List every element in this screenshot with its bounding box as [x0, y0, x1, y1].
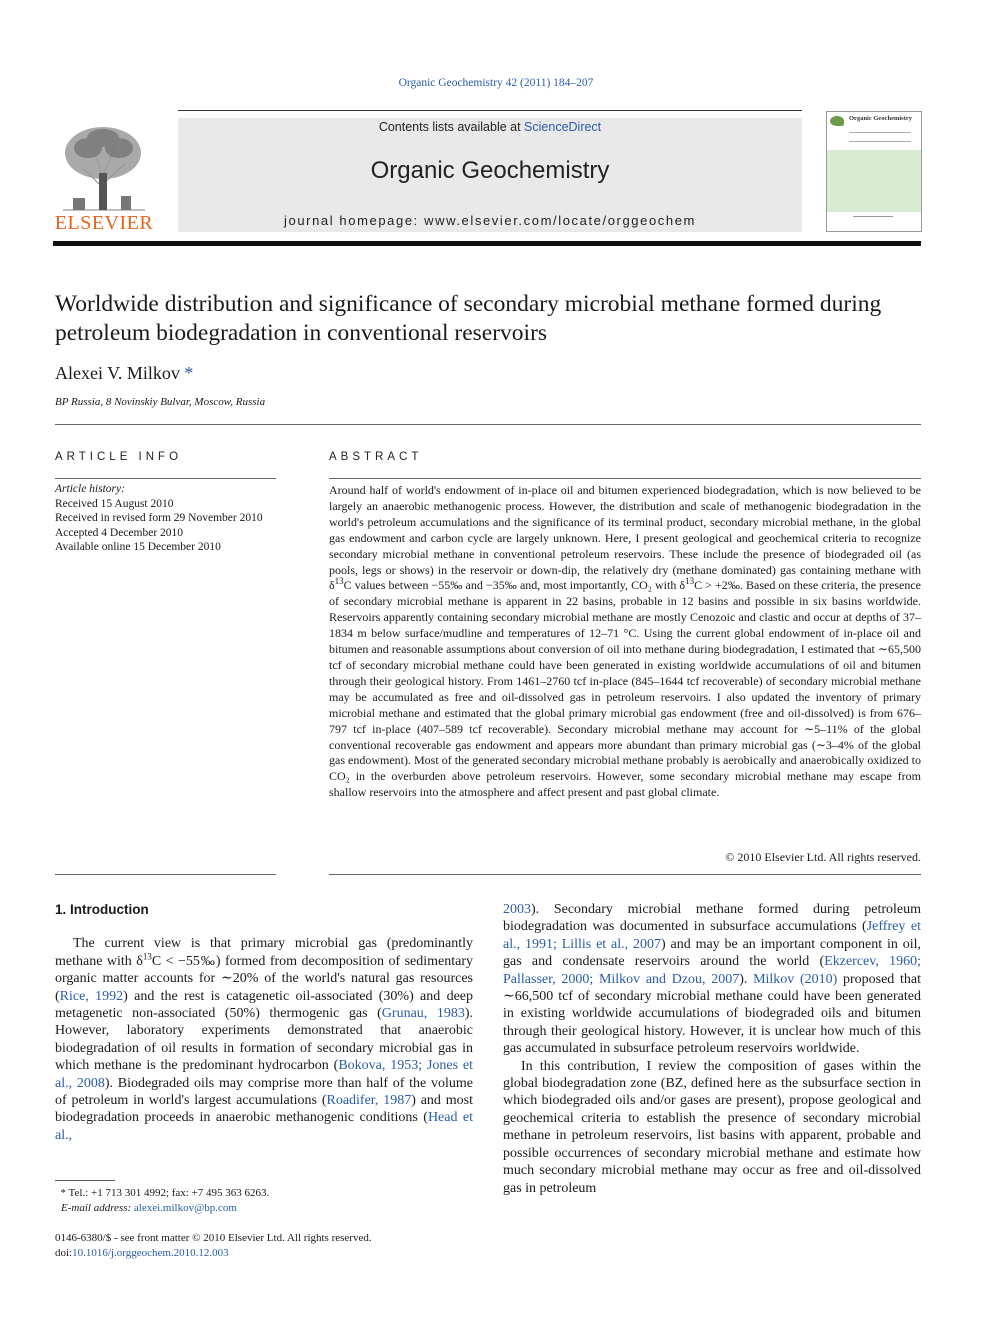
title-rule	[55, 424, 921, 425]
intro-paragraph-2: In this contribution, I review the composition of gases within the global biodegradation zone (BZ, defined here as the subsurface section in which biodegraded oils and/or gases are present), propose geological and geochemical criteria to establish the presence of secondary microbial methane in petroleum reservoirs, list basins with apparent, probable and possible occurrences of secondary microbial methane and estimate how much secondary microbial methane may occur as free and oil-dissolved gas in petroleum	[503, 1058, 921, 1196]
affiliation: BP Russia, 8 Novinskiy Bulvar, Moscow, Russia	[55, 396, 266, 408]
footnote-tel: Tel.: +1 713 301 4992; fax: +7 495 363 6263.	[66, 1187, 270, 1199]
article-info-heading: ARTICLE INFO	[55, 451, 183, 463]
header-thick-rule	[53, 241, 921, 246]
footnote-mark: *	[60, 1187, 66, 1199]
corresponding-author-mark[interactable]: *	[184, 363, 194, 383]
citation-link[interactable]: Bokova, 1953; Jones et al., 2008	[55, 1058, 473, 1091]
abstract-part-1: Around half of world's endowment of in-place oil and bitumen experienced biodegradation, which is now believed to be largely an anaerobic methanogenic process. However, the distribution and scale of methanogenic biodegradation in the world's petroleum accumulations and the significance of its terminal product, secondary microbial methane, in the global gas endowment and carbon cycle are largely unknown. Here, I present geological and geochemical criteria to recognize secondary microbial methane in conventional petroleum reservoirs. These include the presence of biodegraded oil (as pools, legs or shows) in the reservoir or down-dip, the relatively dry (methane dominated) gas containing methane with δ	[329, 483, 921, 593]
article-info-rule	[55, 478, 276, 479]
citation-link[interactable]: Grunau, 1983	[381, 1006, 465, 1022]
abstract-text	[329, 483, 921, 801]
citation-link[interactable]: Jeffrey et al., 1991; Lillis et al., 2007	[503, 919, 921, 952]
cover-lines	[849, 132, 911, 142]
abstract-part-2: C values between −55‰ and −35‰ and, most importantly, CO₂ with δ	[343, 578, 686, 593]
cover-footer	[853, 216, 893, 223]
intro-paragraph-1	[55, 935, 473, 1144]
text: ) and most biodegradation proceeds in anaerobic methanogenic conditions (	[55, 1093, 473, 1126]
abstract-bottom-rule	[329, 874, 921, 875]
journal-name: Organic Geochemistry	[370, 157, 610, 184]
journal-citation[interactable]: Organic Geochemistry 42 (2011) 184–207	[398, 77, 594, 89]
cover-leaf-icon	[830, 116, 844, 126]
abstract-copyright: © 2010 Elsevier Ltd. All rights reserved.	[725, 850, 921, 864]
text: C < −55‰) formed from decomposition of sedimentary organic matter accounts for ∼20% of the world's natural gas resources (	[55, 953, 473, 1004]
citation-link[interactable]: Ekzercev, 1960; Pallasser, 2000; Milkov and Dzou, 2007	[503, 954, 921, 987]
citation-link[interactable]: Milkov (2010)	[753, 971, 838, 987]
doi-link[interactable]: 10.1016/j.orggeochem.2010.12.003	[72, 1246, 229, 1259]
sciencedirect-link[interactable]: ScienceDirect	[524, 120, 602, 134]
author-line	[55, 363, 193, 384]
doi-line	[55, 1246, 475, 1261]
article-info-bottom-rule	[55, 874, 276, 875]
contents-prefix: Contents lists available at	[378, 120, 525, 134]
citation-link[interactable]: Roadifer, 1987	[326, 1093, 412, 1109]
text: ).	[739, 971, 754, 987]
header-rule	[178, 110, 802, 111]
author-name: Alexei V. Milkov	[55, 363, 180, 383]
introduction-heading: 1. Introduction	[55, 902, 149, 917]
cover-title: Organic Geochemistry	[849, 115, 912, 122]
email-label: E-mail address:	[61, 1202, 134, 1214]
history-online: Available online 15 December 2010	[55, 541, 221, 553]
abstract-rule	[329, 478, 921, 479]
journal-homepage[interactable]: journal homepage: www.elsevier.com/locate/orggeochem	[284, 213, 696, 228]
citation-link[interactable]: Head et al.,	[55, 1110, 473, 1143]
abstract-part-3: C > +2‰. Based on these criteria, the presence of secondary microbial methane is apparent in 22 basins, probable in 12 basins and possible in six basins worldwide. Reservoirs apparently containing secondary microbial methane are mostly Cenozoic and clastic and occur at depths of 37–1834 m below surface/mudline and temperatures of 12–71 °C. Using the current global endowment of in-place oil and bitumen and reasonable assumptions about conversion of oil into methane during biodegradation, I estimated that ∼65,500 tcf of secondary microbial methane could have been generated in existing worldwide accumulations of oil and bitumen through their geological history. From 1461–2760 tcf in-place (845–1644 tcf recoverable) of secondary microbial methane may be accumulated as free and oil-dissolved gas in petroleum reservoirs. I also updated the inventory of primary microbial methane and estimated that the global primary microbial gas endowment (free and oil-dissolved) is from 676–797 tcf in-place (407–589 tcf recoverable). Secondary microbial methane may account for ∼5–11% of the global conventional recoverable gas endowment and appears more abundant than primary microbial gas (∼3–4% of the global gas endowment). Most of the generated secondary microbial methane probably is aerobically and anaerobically oxidized to CO₂ in the overburden above petroleum reservoirs. However, some secondary microbial methane may escape from shallow reservoirs into the atmosphere and affect present and past global climate.	[329, 578, 922, 800]
footnote-contact	[55, 1186, 475, 1201]
superscript: 13	[142, 951, 152, 962]
intro-paragraph-1-cont	[503, 901, 921, 1058]
journal-cover-thumbnail	[826, 111, 922, 232]
body-right-column	[503, 901, 921, 1197]
text: ) and the rest is catagenetic oil-associated (30%) and deep metagenetic non-associated (50%) thermogenic gas (	[55, 988, 473, 1022]
footnote-email-line	[55, 1201, 475, 1216]
history-revised: Received in revised form 29 November 2010	[55, 512, 263, 524]
doi-label: doi:	[55, 1246, 73, 1259]
abstract-heading: ABSTRACT	[329, 451, 423, 463]
text: ). Secondary microbial methane formed during petroleum biodegradation was documented in subsurface accumulations (	[503, 902, 921, 935]
abstract-sup-2: 13	[685, 576, 695, 587]
footnote-rule	[55, 1180, 115, 1181]
abstract-sup-1: 13	[334, 576, 344, 587]
body-left-column	[55, 901, 473, 1144]
text: ) and may be an important component in oil, gas and condensate reservoirs around the world (	[503, 936, 921, 970]
cover-green-band	[827, 150, 921, 212]
citation-link[interactable]: 2003	[503, 902, 531, 917]
text: ). Biodegraded oils may comprise more than half of the volume of petroleum in world's largest accumulations (	[55, 1075, 473, 1109]
email-link[interactable]: alexei.milkov@bp.com	[133, 1202, 237, 1214]
text: ). However, laboratory experiments demonstrated that anaerobic biodegradation of oil results in formation of secondary microbial gas in which methane is the predominant hydrocarbon (	[55, 1006, 473, 1074]
history-accepted: Accepted 4 December 2010	[55, 526, 184, 539]
front-matter	[55, 1231, 475, 1260]
issn-line: 0146-6380/$ - see front matter © 2010 Elsevier Ltd. All rights reserved.	[55, 1232, 372, 1244]
publisher-name: ELSEVIER	[54, 212, 154, 234]
article-history	[55, 482, 276, 555]
text: proposed that ∼66,500 tcf of secondary microbial methane could have been generated in existing worldwide accumulations of biodegraded oils and bitumen through their geological history. However, it is unclear how much of this gas accumulated in subsurface petroleum reservoirs worldwide.	[503, 971, 921, 1057]
contents-line	[178, 120, 802, 134]
text: The current view is that primary microbial gas (predominantly methane with δ	[55, 936, 473, 969]
citation-link[interactable]: Rice, 1992	[59, 988, 124, 1004]
article-title: Worldwide distribution and significance of secondary microbial methane formed during petroleum biodegradation in conventional reservoirs	[55, 291, 882, 346]
footnote	[55, 1186, 475, 1216]
history-received: Received 15 August 2010	[55, 497, 174, 510]
history-label: Article history:	[55, 483, 125, 495]
